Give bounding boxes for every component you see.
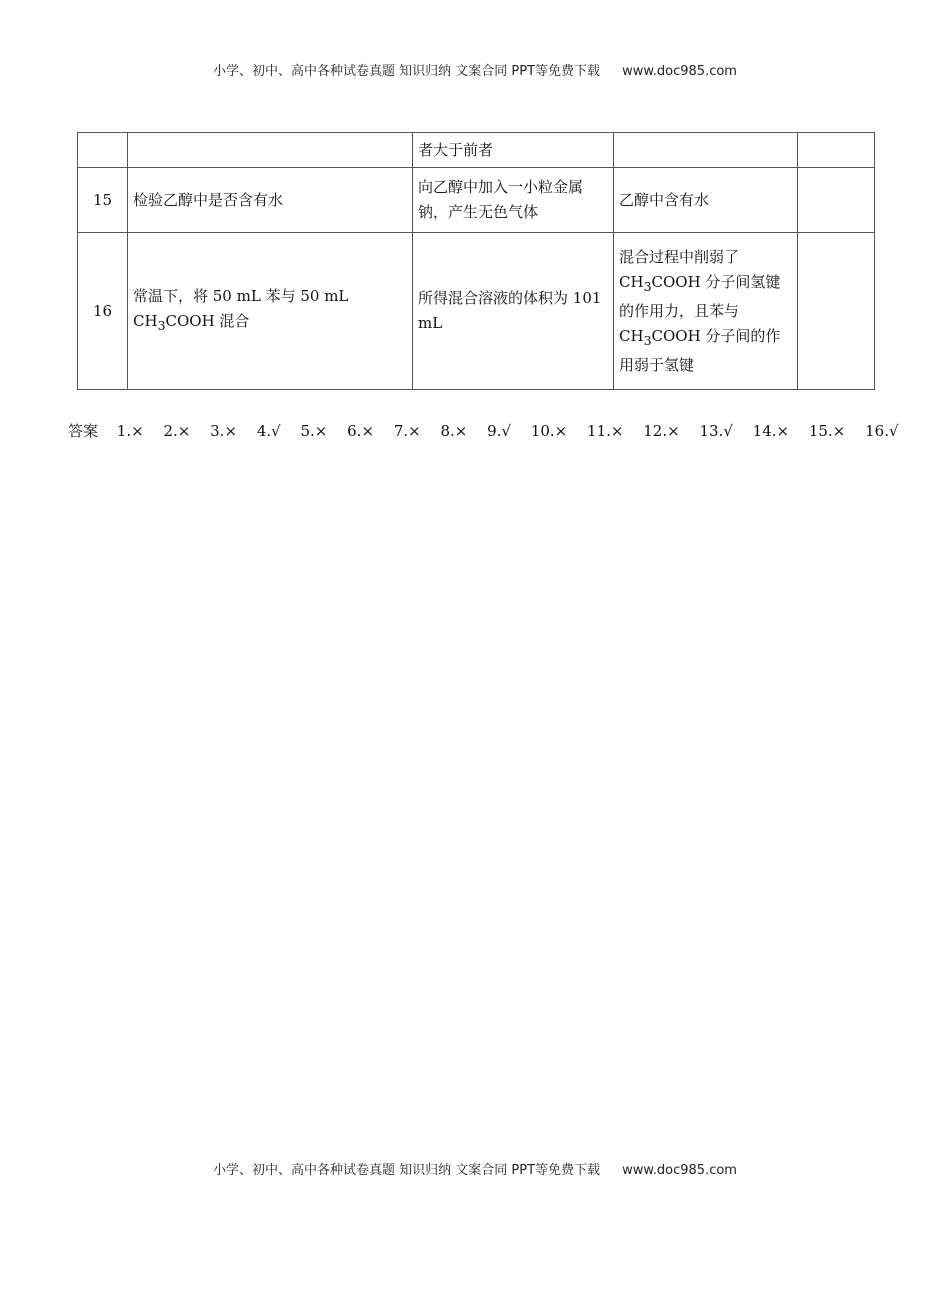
header-text: 小学、初中、高中各种试卷真题 知识归纳 文案合同 PPT等免费下载 xyxy=(213,64,601,79)
operation-line-2: COOH 混合 xyxy=(165,312,250,330)
operation-line-1: 常温下，将 50 mL 苯与 50 mL xyxy=(133,287,349,305)
answer-item: 11.× xyxy=(587,422,624,440)
cell-conclusion xyxy=(614,233,798,390)
answer-item: 16.√ xyxy=(865,422,899,440)
header-site[interactable]: www.doc985.com xyxy=(622,64,737,79)
answer-item: 9.√ xyxy=(487,422,512,440)
answer-item: 7.× xyxy=(393,422,421,440)
cell-num: 16 xyxy=(78,233,128,390)
cell-judgement xyxy=(798,233,875,390)
answer-item: 3.× xyxy=(210,422,238,440)
answer-item: 6.× xyxy=(347,422,375,440)
cell-num: 15 xyxy=(78,168,128,233)
formula-ch3: $CH_3$ xyxy=(619,272,652,294)
question-table xyxy=(77,132,875,390)
cell-conclusion: 乙醇中含有水 xyxy=(614,168,798,233)
cell-conclusion xyxy=(614,133,798,168)
footer-text: 小学、初中、高中各种试卷真题 知识归纳 文案合同 PPT等免费下载 xyxy=(213,1163,601,1178)
cell-judgement xyxy=(798,133,875,168)
cell-judgement xyxy=(798,168,875,233)
answer-item: 2.× xyxy=(163,422,191,440)
formula-ch3: $CH_3$ xyxy=(619,326,652,348)
answer-label: 答案 xyxy=(68,422,99,440)
table-row xyxy=(78,168,875,233)
cell-num xyxy=(78,133,128,168)
answer-item: 4.√ xyxy=(256,422,281,440)
formula-ch3: $CH_3$ xyxy=(133,312,166,333)
cell-operation xyxy=(128,233,413,390)
answer-line xyxy=(68,420,914,441)
answer-item: 8.× xyxy=(440,422,468,440)
conclusion-line-3: COOH 分子间的作用弱于氢键 xyxy=(619,326,781,374)
answer-item: 10.× xyxy=(530,422,568,440)
answer-item: 14.× xyxy=(752,422,790,440)
conclusion-line-2: COOH 分子间氢键的作用力，且苯与 xyxy=(619,272,781,320)
answer-item: 15.× xyxy=(808,422,846,440)
table-row xyxy=(78,233,875,390)
answer-item: 12.× xyxy=(643,422,680,440)
page-footer xyxy=(0,1159,950,1178)
cell-phenomenon: 向乙醇中加入一小粒金属钠，产生无色气体 xyxy=(413,168,614,233)
cell-operation: 检验乙醇中是否含有水 xyxy=(128,168,413,233)
footer-site[interactable]: www.doc985.com xyxy=(622,1163,737,1178)
cell-phenomenon: 者大于前者 xyxy=(413,133,614,168)
answer-item: 13.√ xyxy=(699,422,733,440)
cell-phenomenon: 所得混合溶液的体积为 101 mL xyxy=(413,233,614,390)
conclusion-line-1: 混合过程中削弱了 xyxy=(619,247,740,266)
answer-item: 1.× xyxy=(116,422,144,440)
cell-operation xyxy=(128,133,413,168)
page-header xyxy=(0,60,950,79)
table-row xyxy=(78,133,875,168)
answer-item: 5.× xyxy=(300,422,328,440)
